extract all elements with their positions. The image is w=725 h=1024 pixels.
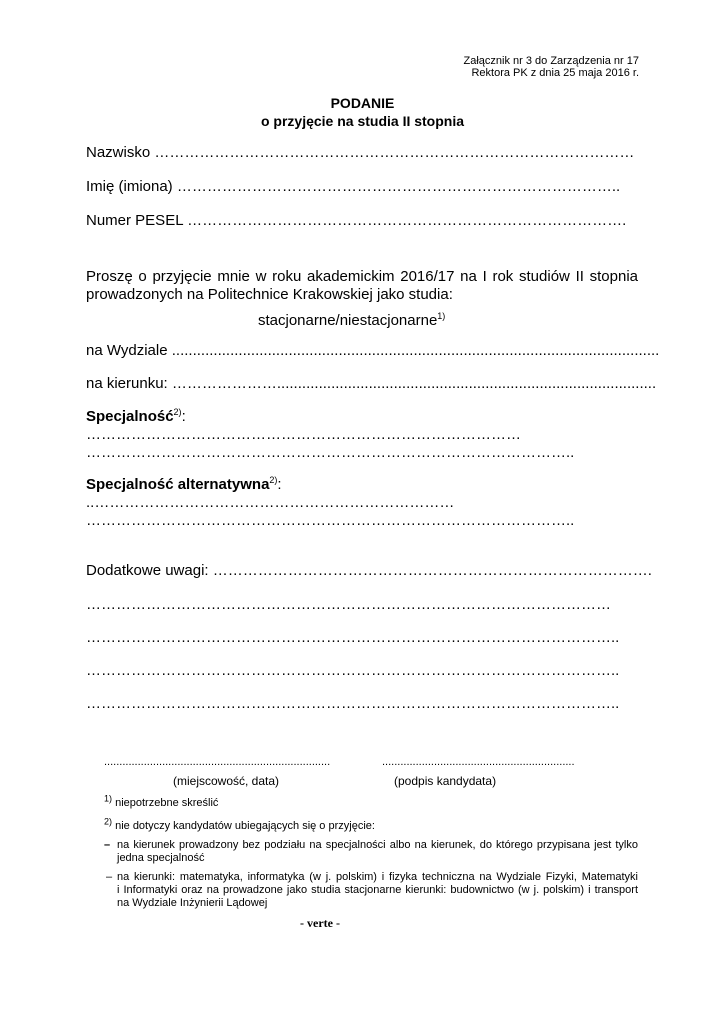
document-subtitle: o przyjęcie na studia II stopnia (260, 113, 465, 129)
footnote-2 (104, 816, 375, 833)
remarks-line[interactable]: …………………………………………………………………………………………… (86, 596, 611, 613)
remarks-row (86, 562, 652, 580)
specialty-field-line2[interactable]: …………………………………………………………………………………….. (86, 444, 575, 461)
remarks-line[interactable]: …………………………………………………………………………………………….. (86, 662, 620, 679)
faculty-label: na Wydziale (86, 342, 168, 359)
document-title: PODANIE (330, 95, 395, 111)
surname-field[interactable]: …………………………………………………………………………………… (154, 144, 635, 161)
footnote-2-bullet-2-line3: na Wydziale Inżynierii Lądowej (117, 897, 268, 909)
specialty-colon: : (181, 408, 186, 425)
verte-note: - verte - (300, 916, 340, 930)
footnote-2-bullet-2-line2: i Informatyki oraz na prowadzone jako studia stacjonarne kierunki: budownictwo (w j. polskim) i transport (117, 884, 638, 896)
faculty-row (86, 342, 659, 360)
alt-specialty-label: Specjalność alternatywna (86, 476, 270, 493)
course-row (86, 375, 656, 393)
pesel-field[interactable]: ……………………………………………………………………………. (187, 212, 627, 229)
footnote-2-bullet-1-line1: na kierunek prowadzony bez podziału na specjalności albo na kierunek, do którego przypisana jest tylko (117, 839, 638, 851)
signature-field[interactable]: ............................................................... (382, 756, 575, 768)
pesel-row (86, 212, 626, 230)
study-mode-footnote-mark: 1) (437, 311, 446, 321)
specialty-heading (86, 408, 186, 426)
remarks-line[interactable]: …………………………………………………………………………………………….. (86, 629, 620, 646)
request-line1: Proszę o przyjęcie mnie w roku akademickim 2016/17 na I rok studiów II stopnia (86, 268, 638, 285)
signature-label: (podpis kandydata) (394, 774, 497, 788)
remarks-label: Dodatkowe uwagi: (86, 562, 209, 579)
study-mode-text: stacjonarne/niestacjonarne (258, 312, 438, 329)
footnote-2-bullet-2-line1: na kierunki: matematyka, informatyka (w j. polskim) i fizyka techniczna na Wydziale Fizyki, Matematyki (117, 871, 638, 883)
alt-specialty-footnote-mark: 2) (269, 475, 278, 485)
attachment-header-line1: Załącznik nr 3 do Zarządzenia nr 17 (463, 55, 639, 67)
course-label: na kierunku: (86, 375, 168, 392)
request-line2: prowadzonych na Politechnice Krakowskiej jako studia: (86, 286, 453, 303)
course-field[interactable]: …………………........................................................................................... (171, 375, 657, 392)
study-mode (258, 312, 445, 330)
footnote-2-bullet-1-line2: jedna specjalność (117, 852, 205, 864)
remarks-line[interactable]: …………………………………………………………………………………………….. (86, 695, 620, 712)
bullet-dash-1: – (104, 839, 111, 851)
attachment-header-line2: Rektora PK z dnia 25 maja 2016 r. (471, 67, 639, 79)
remarks-field[interactable]: ……………………………………………………………………………. (212, 562, 652, 579)
specialty-footnote-mark: 2) (173, 407, 182, 417)
alt-specialty-field-line2[interactable]: …………………………………………………………………………………….. (86, 512, 575, 529)
specialty-label: Specjalność (86, 408, 174, 425)
specialty-field-line1[interactable]: …………………………………………………………………………… (86, 426, 521, 443)
footnote-1-mark: 1) (104, 793, 113, 804)
surname-label: Nazwisko (86, 144, 151, 161)
alt-specialty-heading (86, 476, 282, 494)
bullet-dash-2: – (106, 871, 113, 883)
place-date-label: (miejscowość, data) (173, 774, 280, 788)
faculty-field[interactable]: ..................................................................................................................... (171, 342, 660, 359)
pesel-label: Numer PESEL (86, 212, 183, 229)
footnote-1 (104, 793, 219, 810)
alt-specialty-field-line1[interactable]: ..……………………………………………………………… (86, 494, 455, 511)
name-row (86, 178, 620, 196)
footnote-2-mark: 2) (104, 816, 113, 827)
surname-row (86, 144, 634, 162)
footnote-2-text: nie dotyczy kandydatów ubiegających się o przyjęcie: (115, 820, 375, 832)
alt-specialty-colon: : (277, 476, 282, 493)
place-date-field[interactable]: .......................................................................... (104, 756, 331, 768)
name-label: Imię (imiona) (86, 178, 173, 195)
footnote-1-text: niepotrzebne skreślić (115, 797, 219, 809)
name-field[interactable]: …………………………………………………………………………….. (176, 178, 621, 195)
